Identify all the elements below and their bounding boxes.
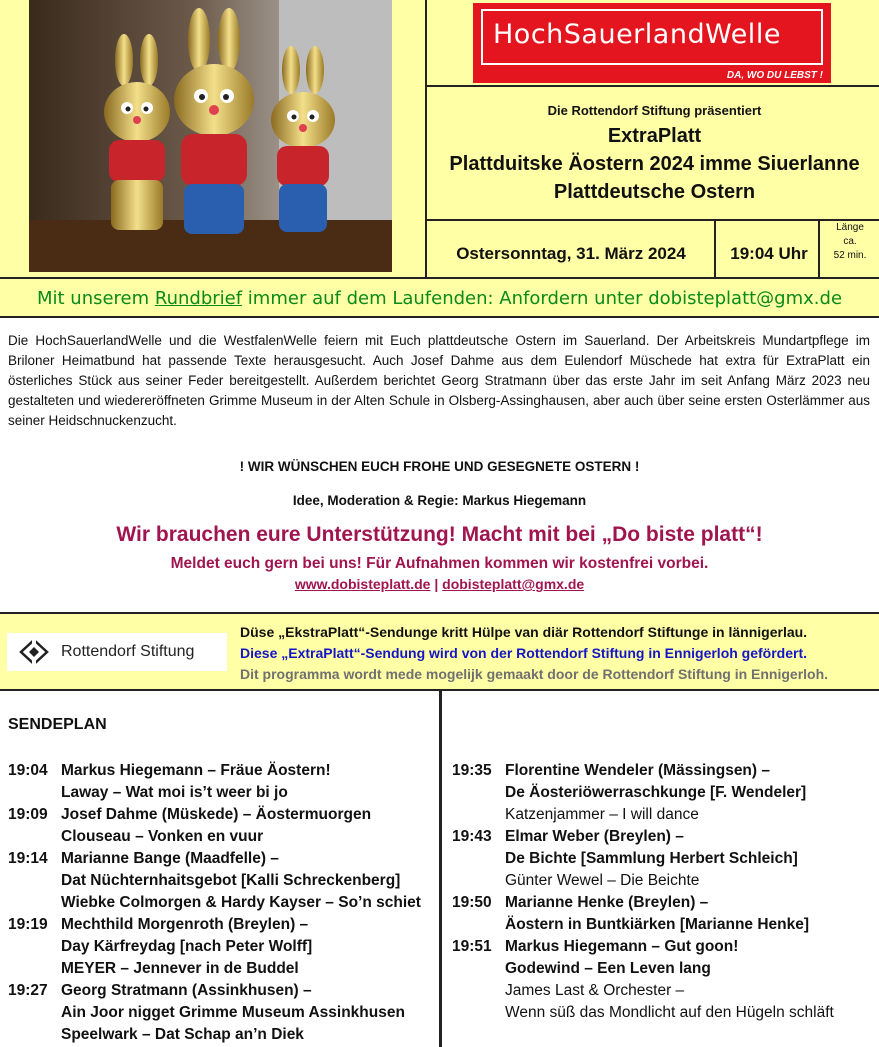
entry-line: Markus Hiegemann – Fräue Äostern! <box>61 762 331 779</box>
entry-line: De Bichte [Sammlung Herbert Schleich] <box>505 850 798 867</box>
schedule-entry <box>452 936 877 1024</box>
sponsor-line-platt: Düse „EkstraPlatt“-Sendunge kritt Hülpe van diär Rottendorf Stiftunge in lännigerlau. <box>240 624 808 640</box>
schedule-entry <box>452 760 877 826</box>
schedule-entry <box>8 760 436 804</box>
duration-box <box>821 221 879 263</box>
date-divider <box>714 221 716 277</box>
entry-line: MEYER – Jennever in de Buddel <box>61 960 299 977</box>
schedule-entry <box>8 848 436 914</box>
entry-line: Wenn süß das Mondlicht auf den Hügeln schläft <box>505 1004 834 1021</box>
show-title <box>430 122 879 206</box>
entry-line: Elmar Weber (Breylen) – <box>505 828 684 845</box>
entry-line: Florentine Wendeler (Mässingsen) – <box>505 762 770 779</box>
entry-line: Wiebke Colmorgen & Hardy Kayser – So’n schiet <box>61 894 421 911</box>
email-link[interactable]: dobisteplatt@gmx.de <box>442 576 585 592</box>
entry-line: Georg Stratmann (Assinkhusen) – <box>61 982 312 999</box>
description-paragraph: Die HochSauerlandWelle und die WestfalenWelle feiern mit Euch plattdeutsche Ostern im Sauerland. Der Arbeitskreis Mundartpflege im Briloner Heimatbund hat passende Texte herausgesucht. Auch Josef Dahme aus dem Eulendorf Müschede hat extra für ExtraPlatt ein österliches Stück aus seiner Feder bereitgestellt. Außerdem berichtet Georg Stratmann über das erste Jahr im seit Anfang März 2023 neu gestalteten und wiedereröffneten Grimme Museum in der Alten Schule in Olsberg-Assinghausen, aber auch über seine ersten Osterlämmer aus seiner Heidschnuckenzucht. <box>8 333 870 428</box>
entry-line: Josef Dahme (Müskede) – Äostermuorgen <box>61 806 372 823</box>
sponsor-line-dutch: Dit programma wordt mede mogelijk gemaakt door de Rottendorf Stiftung in Ennigerloh. <box>240 666 829 682</box>
entry-line: Markus Hiegemann – Gut goon! <box>505 938 739 955</box>
sponsor-banner <box>0 612 879 691</box>
entry-lines <box>61 848 436 914</box>
rottendorf-logo-text: Rottendorf Stiftung <box>61 643 195 660</box>
newsletter-text <box>0 288 879 309</box>
title-line-1: ExtraPlatt <box>607 125 702 147</box>
entry-time: 19:04 <box>8 762 48 779</box>
entry-line: Speelwark – Dat Schap an’n Diek <box>61 1026 304 1043</box>
entry-line: Dat Nüchternhaitsgebot [Kalli Schreckenberg] <box>61 872 401 889</box>
logo-tagline: DA, WO DU LEBST ! <box>726 70 823 81</box>
title-line-2: Plattduitske Äostern 2024 imme Siuerlanne <box>449 153 860 175</box>
title-line-3: Plattdeutsche Ostern <box>553 181 756 203</box>
rottendorf-logo[interactable] <box>7 633 227 671</box>
title-divider <box>425 219 879 221</box>
entry-line: Day Kärfreydag [nach Peter Wolff] <box>61 938 313 955</box>
schedule-entry <box>452 826 877 892</box>
entry-line: De Äosteriöwerraschkunge [F. Wendeler] <box>505 784 807 801</box>
duration-label: Länge <box>836 222 864 233</box>
entry-time: 19:51 <box>452 938 492 955</box>
newsletter-suffix: immer auf dem Laufenden: Anfordern unter dobisteplatt@gmx.de <box>242 288 843 309</box>
header-divider <box>425 0 427 277</box>
newsletter-prefix: Mit unserem <box>36 288 155 309</box>
hochsauerlandwelle-logo[interactable] <box>473 3 831 83</box>
duration-approx: ca. <box>843 236 857 247</box>
entry-time: 19:43 <box>452 828 492 845</box>
link-separator: | <box>434 576 439 592</box>
easter-bunnies-photo <box>29 0 392 272</box>
broadcast-time: 19:04 Uhr <box>730 244 808 263</box>
entry-lines <box>505 826 877 892</box>
support-headline: Wir brauchen eure Unterstützung! Macht mit bei „Do biste platt“! <box>116 523 763 546</box>
logo-frame <box>481 9 823 65</box>
schedule-divider <box>439 691 442 1047</box>
entry-line: Äostern in Buntkiärken [Marianne Henke] <box>505 916 810 933</box>
entry-line: Laway – Wat moi is’t weer bi jo <box>61 784 288 801</box>
entry-lines <box>61 914 436 980</box>
entry-line: Günter Wewel – Die Beichte <box>505 872 700 889</box>
schedule-right-column <box>452 760 877 1024</box>
entry-lines <box>61 760 436 804</box>
entry-lines <box>505 936 877 1024</box>
entry-line: Godewind – Een Leven lang <box>505 960 711 977</box>
broadcast-date: Ostersonntag, 31. März 2024 <box>456 244 686 263</box>
contact-links <box>0 576 879 592</box>
entry-lines <box>61 804 436 848</box>
entry-line: Marianne Henke (Breylen) – <box>505 894 709 911</box>
schedule-entry <box>8 914 436 980</box>
schedule-left-column <box>8 760 436 1046</box>
entry-lines <box>505 892 877 936</box>
schedule-title: SENDEPLAN <box>8 716 107 733</box>
entry-time: 19:09 <box>8 806 48 823</box>
duration-value: 52 min. <box>833 250 867 261</box>
presenter-line: Die Rottendorf Stiftung präsentiert <box>547 103 762 118</box>
entry-time: 19:19 <box>8 916 48 933</box>
entry-line: Marianne Bange (Maadfelle) – <box>61 850 279 867</box>
header-banner <box>0 0 879 277</box>
website-link[interactable]: www.dobisteplatt.de <box>294 576 431 592</box>
schedule-entry <box>8 980 436 1046</box>
greeting-line: ! WIR WÜNSCHEN EUCH FROHE UND GESEGNETE OSTERN ! <box>239 459 640 474</box>
entry-time: 19:14 <box>8 850 48 867</box>
entry-line: Katzenjammer – I will dance <box>505 806 699 823</box>
schedule-entry <box>8 804 436 848</box>
entry-line: Clouseau – Vonken en vuur <box>61 828 264 845</box>
time-divider <box>818 221 820 277</box>
support-subline: Meldet euch gern bei uns! Für Aufnahmen kommen wir kostenfrei vorbei. <box>170 555 709 572</box>
rottendorf-diamond-icon <box>19 638 49 666</box>
newsletter-banner <box>0 277 879 318</box>
entry-line: James Last & Orchester – <box>505 982 685 999</box>
schedule-entry <box>452 892 877 936</box>
credits-line: Idee, Moderation & Regie: Markus Hiegemann <box>292 493 587 508</box>
entry-lines <box>505 760 877 826</box>
logo-divider <box>425 85 879 87</box>
entry-lines <box>61 980 436 1046</box>
entry-time: 19:27 <box>8 982 48 999</box>
entry-time: 19:35 <box>452 762 492 779</box>
logo-text: HochSauerlandWelle <box>493 19 781 50</box>
entry-line: Mechthild Morgenroth (Breylen) – <box>61 916 309 933</box>
newsletter-link[interactable]: Rundbrief <box>154 288 243 309</box>
sponsor-line-german: Diese „ExtraPlatt“-Sendung wird von der Rottendorf Stiftung in Ennigerloh gefördert. <box>240 645 808 661</box>
entry-time: 19:50 <box>452 894 492 911</box>
entry-line: Ain Joor nigget Grimme Museum Assinkhusen <box>61 1004 405 1021</box>
